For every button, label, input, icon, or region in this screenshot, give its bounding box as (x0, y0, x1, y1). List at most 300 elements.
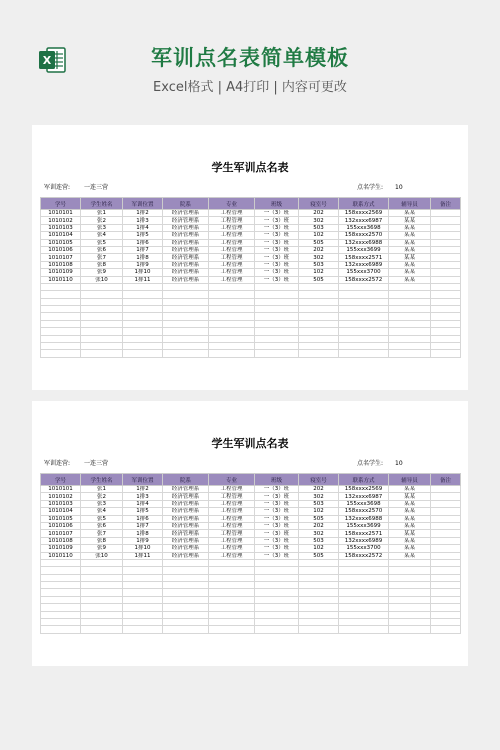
table-cell (389, 589, 431, 596)
table-cell (431, 350, 461, 357)
table-cell: 经济管理系 (163, 530, 209, 537)
table-row (41, 530, 461, 537)
table-cell: 505 (299, 515, 339, 522)
table-cell: 某某 (389, 515, 431, 522)
column-header: 专业 (209, 474, 255, 486)
table-cell (431, 508, 461, 515)
table-cell: 1010107 (41, 530, 81, 537)
table-cell: 一（3）班 (255, 232, 299, 239)
table-cell (339, 611, 389, 618)
column-header: 辅导员 (389, 198, 431, 210)
table-cell (431, 522, 461, 529)
count-value: 10 (395, 460, 403, 467)
table-cell: 工程管理 (209, 224, 255, 231)
column-header: 班级 (255, 474, 299, 486)
table-cell: 一（3）班 (255, 522, 299, 529)
table-cell (339, 283, 389, 290)
table-cell: 某某 (389, 239, 431, 246)
table-cell: 1010104 (41, 508, 81, 515)
empty-table-row (41, 582, 461, 589)
table-cell: 某某 (389, 537, 431, 544)
table-cell (431, 567, 461, 574)
table-cell (431, 545, 461, 552)
table-cell: 1010103 (41, 224, 81, 231)
table-cell (41, 320, 81, 327)
count-label: 点名学生: (357, 460, 384, 467)
table-cell (209, 291, 255, 298)
table-cell (299, 604, 339, 611)
table-cell (431, 604, 461, 611)
table-cell: 一（3）班 (255, 486, 299, 493)
table-cell: 1010102 (41, 493, 81, 500)
table-cell: 工程管理 (209, 522, 255, 529)
table-cell: 经济管理系 (163, 552, 209, 559)
table-cell (431, 589, 461, 596)
roster-table (40, 473, 461, 634)
table-cell: 张1 (81, 486, 123, 493)
table-cell (209, 626, 255, 633)
table-row (41, 239, 461, 246)
empty-table-row (41, 320, 461, 327)
excel-logo-letter: X (42, 54, 52, 67)
table-cell (163, 589, 209, 596)
table-cell (163, 343, 209, 350)
empty-table-row (41, 291, 461, 298)
table-cell (339, 582, 389, 589)
table-cell: 某某 (389, 254, 431, 261)
camp-label: 军训连营: (44, 460, 71, 467)
table-cell: 张6 (81, 522, 123, 529)
table-cell (431, 500, 461, 507)
table-cell (41, 604, 81, 611)
table-cell: 一（3）班 (255, 500, 299, 507)
table-cell: 经济管理系 (163, 537, 209, 544)
table-cell (389, 604, 431, 611)
table-cell (255, 589, 299, 596)
table-cell: 一（3）班 (255, 537, 299, 544)
table-cell (431, 210, 461, 217)
table-cell (255, 619, 299, 626)
table-cell: 张5 (81, 239, 123, 246)
table-cell (299, 589, 339, 596)
column-header: 学生姓名 (81, 198, 123, 210)
table-cell: 158xxxx2569 (339, 486, 389, 493)
table-cell: 1010106 (41, 522, 81, 529)
table-cell (299, 313, 339, 320)
table-cell (209, 343, 255, 350)
empty-table-row (41, 604, 461, 611)
table-cell (209, 611, 255, 618)
table-cell: 某某 (389, 493, 431, 500)
table-cell (299, 574, 339, 581)
table-cell: 1010108 (41, 537, 81, 544)
table-cell (431, 537, 461, 544)
table-cell (431, 343, 461, 350)
table-cell: 某某 (389, 246, 431, 253)
table-cell (299, 582, 339, 589)
table-cell: 张10 (81, 552, 123, 559)
empty-table-row (41, 619, 461, 626)
table-cell (81, 328, 123, 335)
table-cell (81, 298, 123, 305)
table-cell (431, 224, 461, 231)
table-cell (255, 283, 299, 290)
table-cell (123, 283, 163, 290)
count-info (357, 182, 403, 191)
table-cell (81, 350, 123, 357)
table-cell (299, 283, 339, 290)
table-cell: 503 (299, 261, 339, 268)
table-cell: 一（3）班 (255, 217, 299, 224)
table-cell: 302 (299, 254, 339, 261)
table-cell (81, 306, 123, 313)
table-cell: 某某 (389, 530, 431, 537)
camp-info (44, 182, 108, 191)
table-row (41, 500, 461, 507)
table-cell: 某某 (389, 261, 431, 268)
table-cell: 张2 (81, 217, 123, 224)
table-cell: 张8 (81, 261, 123, 268)
column-header: 寝室号 (299, 474, 339, 486)
table-cell: 经济管理系 (163, 261, 209, 268)
camp-info (44, 458, 108, 467)
table-cell (431, 619, 461, 626)
column-header: 院系 (163, 198, 209, 210)
table-cell (299, 619, 339, 626)
table-cell: 张10 (81, 276, 123, 283)
table-cell (163, 567, 209, 574)
table-cell (41, 611, 81, 618)
table-cell: 经济管理系 (163, 276, 209, 283)
table-cell (41, 328, 81, 335)
table-cell: 302 (299, 493, 339, 500)
table-cell: 工程管理 (209, 515, 255, 522)
table-cell (123, 589, 163, 596)
table-row (41, 276, 461, 283)
table-cell: 一（3）班 (255, 239, 299, 246)
table-cell (163, 626, 209, 633)
table-cell: 经济管理系 (163, 486, 209, 493)
table-cell (431, 283, 461, 290)
count-label: 点名学生: (357, 184, 384, 191)
table-cell (163, 283, 209, 290)
table-cell: 158xxxx2569 (339, 210, 389, 217)
table-cell: 工程管理 (209, 239, 255, 246)
table-cell: 1排7 (123, 522, 163, 529)
table-cell (41, 291, 81, 298)
camp-label: 军训连营: (44, 184, 71, 191)
table-cell: 202 (299, 246, 339, 253)
sheet-title: 学生军训点名表 (211, 161, 289, 174)
table-cell: 202 (299, 522, 339, 529)
table-cell: 工程管理 (209, 269, 255, 276)
table-cell (163, 596, 209, 603)
table-cell (431, 269, 461, 276)
table-cell: 132xxxx6988 (339, 239, 389, 246)
empty-table-row (41, 306, 461, 313)
table-cell: 一（3）班 (255, 261, 299, 268)
table-cell (431, 217, 461, 224)
table-cell (389, 567, 431, 574)
table-cell: 1排5 (123, 508, 163, 515)
page-subtitle: Excel格式 | A4打印 | 内容可更改 (153, 80, 347, 95)
table-cell (431, 552, 461, 559)
table-cell (123, 306, 163, 313)
table-row (41, 537, 461, 544)
table-cell (255, 343, 299, 350)
table-row (41, 224, 461, 231)
table-cell: 经济管理系 (163, 254, 209, 261)
table-cell: 某某 (389, 486, 431, 493)
table-cell (389, 350, 431, 357)
table-cell: 158xxxx2571 (339, 530, 389, 537)
table-cell (299, 611, 339, 618)
table-cell (339, 589, 389, 596)
table-cell (123, 313, 163, 320)
table-cell (431, 320, 461, 327)
table-cell: 1010102 (41, 217, 81, 224)
table-cell: 某某 (389, 224, 431, 231)
table-cell (339, 313, 389, 320)
table-cell (255, 582, 299, 589)
table-cell (339, 328, 389, 335)
table-cell (163, 604, 209, 611)
table-cell: 一（3）班 (255, 493, 299, 500)
camp-value: 一连三营 (84, 184, 109, 191)
column-header: 军训位置 (123, 474, 163, 486)
table-cell (209, 619, 255, 626)
table-cell: 工程管理 (209, 530, 255, 537)
table-cell (163, 559, 209, 566)
table-cell (389, 582, 431, 589)
table-cell (81, 559, 123, 566)
table-cell (41, 619, 81, 626)
table-cell: 工程管理 (209, 276, 255, 283)
table-cell (339, 574, 389, 581)
table-cell (389, 320, 431, 327)
table-cell: 张7 (81, 530, 123, 537)
table-cell: 某某 (389, 522, 431, 529)
table-cell: 102 (299, 269, 339, 276)
table-cell: 经济管理系 (163, 493, 209, 500)
empty-table-row (41, 328, 461, 335)
table-cell (81, 320, 123, 327)
table-cell (255, 626, 299, 633)
table-cell: 一（3）班 (255, 508, 299, 515)
table-cell (339, 559, 389, 566)
table-cell: 1010106 (41, 246, 81, 253)
table-cell: 一（3）班 (255, 515, 299, 522)
table-cell: 132xxxx6987 (339, 493, 389, 500)
table-cell: 张9 (81, 545, 123, 552)
table-cell (431, 335, 461, 342)
table-cell (255, 611, 299, 618)
table-cell (81, 343, 123, 350)
table-cell (41, 626, 81, 633)
table-cell (299, 328, 339, 335)
table-cell: 工程管理 (209, 500, 255, 507)
table-cell (163, 574, 209, 581)
sheet-preview-1 (32, 125, 468, 390)
table-cell: 一（3）班 (255, 552, 299, 559)
table-cell: 经济管理系 (163, 522, 209, 529)
table-cell (123, 596, 163, 603)
empty-table-row (41, 343, 461, 350)
table-cell (431, 298, 461, 305)
table-cell: 某某 (389, 232, 431, 239)
table-cell (431, 574, 461, 581)
table-cell: 1排6 (123, 239, 163, 246)
table-cell (255, 291, 299, 298)
table-cell: 503 (299, 500, 339, 507)
table-row (41, 246, 461, 253)
table-cell (431, 582, 461, 589)
table-cell (255, 298, 299, 305)
table-cell (339, 626, 389, 633)
table-cell: 经济管理系 (163, 217, 209, 224)
count-info (357, 458, 403, 467)
table-cell (41, 596, 81, 603)
table-cell (431, 261, 461, 268)
table-cell (123, 604, 163, 611)
table-cell: 张5 (81, 515, 123, 522)
table-row (41, 254, 461, 261)
table-cell: 1010101 (41, 486, 81, 493)
table-cell (41, 582, 81, 589)
table-cell: 工程管理 (209, 254, 255, 261)
table-cell (123, 559, 163, 566)
table-cell (209, 350, 255, 357)
table-cell: 503 (299, 224, 339, 231)
table-cell (209, 298, 255, 305)
table-cell: 经济管理系 (163, 210, 209, 217)
table-cell: 1010105 (41, 239, 81, 246)
table-cell: 1010107 (41, 254, 81, 261)
table-cell (41, 335, 81, 342)
table-row (41, 261, 461, 268)
table-cell: 132xxxx6987 (339, 217, 389, 224)
table-cell: 经济管理系 (163, 508, 209, 515)
column-header: 联系方式 (339, 474, 389, 486)
table-cell (431, 626, 461, 633)
table-cell (339, 298, 389, 305)
table-cell (41, 283, 81, 290)
table-cell: 503 (299, 537, 339, 544)
table-cell (389, 291, 431, 298)
table-cell (299, 350, 339, 357)
table-cell (255, 335, 299, 342)
table-cell (255, 567, 299, 574)
table-cell: 工程管理 (209, 545, 255, 552)
table-cell: 张9 (81, 269, 123, 276)
table-cell (389, 559, 431, 566)
table-cell: 155xxx3699 (339, 522, 389, 529)
table-cell: 张4 (81, 508, 123, 515)
table-cell (431, 328, 461, 335)
table-cell: 工程管理 (209, 493, 255, 500)
table-cell (123, 574, 163, 581)
table-cell (209, 582, 255, 589)
table-cell: 132xxxx6988 (339, 515, 389, 522)
sheet-title: 学生军训点名表 (211, 437, 289, 450)
column-header: 备注 (431, 474, 461, 486)
table-cell: 1010108 (41, 261, 81, 268)
table-cell (431, 306, 461, 313)
table-cell (123, 619, 163, 626)
table-cell: 某某 (389, 269, 431, 276)
table-cell (123, 350, 163, 357)
table-cell: 1排10 (123, 545, 163, 552)
table-cell: 1排3 (123, 217, 163, 224)
table-cell: 张1 (81, 210, 123, 217)
table-cell (339, 350, 389, 357)
table-cell (209, 574, 255, 581)
column-header: 学生姓名 (81, 474, 123, 486)
table-cell (339, 567, 389, 574)
table-cell: 经济管理系 (163, 239, 209, 246)
table-cell (389, 596, 431, 603)
table-cell: 132xxxx6989 (339, 261, 389, 268)
table-cell (431, 486, 461, 493)
table-cell: 1排2 (123, 486, 163, 493)
table-cell (299, 626, 339, 633)
table-cell (299, 559, 339, 566)
table-cell: 经济管理系 (163, 269, 209, 276)
table-row (41, 486, 461, 493)
table-cell: 1排8 (123, 530, 163, 537)
empty-table-row (41, 559, 461, 566)
empty-table-row (41, 567, 461, 574)
table-cell: 102 (299, 508, 339, 515)
table-cell: 1排4 (123, 224, 163, 231)
table-cell (431, 291, 461, 298)
table-cell (431, 276, 461, 283)
table-cell (81, 611, 123, 618)
table-cell (163, 619, 209, 626)
table-cell (81, 626, 123, 633)
table-cell (255, 596, 299, 603)
table-cell (389, 611, 431, 618)
table-cell: 某某 (389, 276, 431, 283)
table-cell: 工程管理 (209, 210, 255, 217)
table-cell: 经济管理系 (163, 224, 209, 231)
table-cell: 302 (299, 530, 339, 537)
table-cell: 505 (299, 276, 339, 283)
table-cell: 1010104 (41, 232, 81, 239)
table-row (41, 522, 461, 529)
table-cell: 1排9 (123, 261, 163, 268)
column-header: 学号 (41, 198, 81, 210)
table-cell (255, 604, 299, 611)
table-row (41, 493, 461, 500)
table-cell (41, 343, 81, 350)
table-cell (431, 254, 461, 261)
table-cell: 某某 (389, 500, 431, 507)
table-cell (123, 567, 163, 574)
table-cell (163, 350, 209, 357)
table-cell (389, 626, 431, 633)
table-cell (41, 350, 81, 357)
table-cell: 一（3）班 (255, 269, 299, 276)
table-cell (431, 596, 461, 603)
table-cell: 工程管理 (209, 486, 255, 493)
table-header-row (41, 198, 461, 210)
table-cell (299, 567, 339, 574)
table-cell (339, 335, 389, 342)
table-cell (209, 313, 255, 320)
table-cell (299, 298, 339, 305)
table-cell (163, 291, 209, 298)
